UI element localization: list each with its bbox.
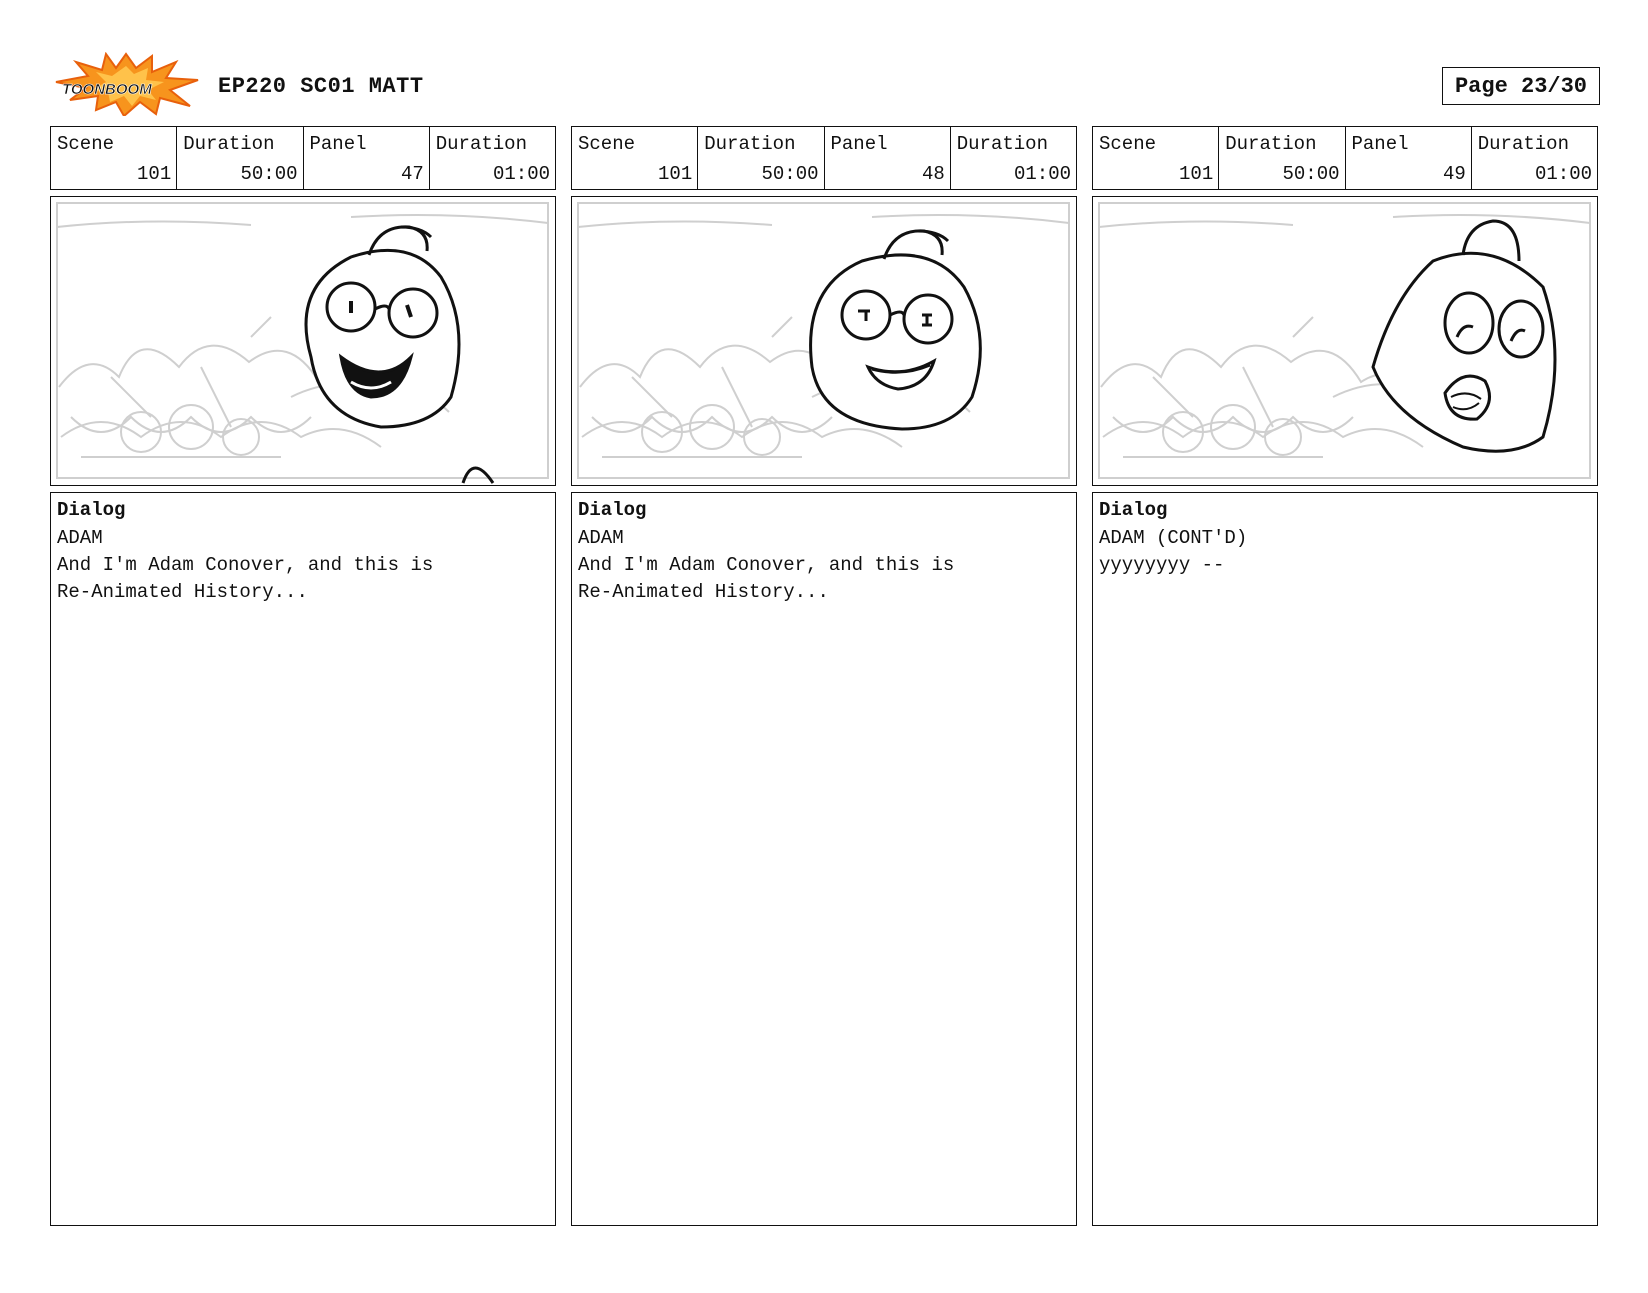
panel-cell bbox=[1346, 127, 1472, 189]
panel-number: 49 bbox=[1442, 163, 1466, 185]
panel-info-bar bbox=[571, 126, 1077, 190]
storyboard-panel bbox=[571, 126, 1077, 1226]
toonboom-logo bbox=[52, 52, 200, 116]
panel-duration-cell bbox=[1472, 127, 1597, 189]
panel-info-bar bbox=[1092, 126, 1598, 190]
duration-label: Duration bbox=[704, 133, 796, 155]
duration-label: Duration bbox=[1225, 133, 1317, 155]
storyboard-panel bbox=[50, 126, 556, 1226]
storyboard-panel bbox=[1092, 126, 1598, 1226]
page-indicator: Page 23/30 bbox=[1442, 67, 1600, 105]
dialog-speaker: ADAM (CONT'D) bbox=[1099, 527, 1248, 549]
document-title: EP220 SC01 MATT bbox=[218, 74, 424, 99]
panel-label: Panel bbox=[1351, 133, 1409, 155]
dialog-heading: Dialog bbox=[1099, 499, 1168, 521]
dialog-line: Re-Animated History... bbox=[57, 581, 308, 603]
dialog-line: yyyyyyyy -- bbox=[1099, 554, 1225, 576]
dialog-box bbox=[571, 492, 1077, 1226]
panel-drawing-frame bbox=[571, 196, 1077, 486]
panel-drawing-frame bbox=[1092, 196, 1598, 486]
panel-drawing-frame bbox=[50, 196, 556, 486]
scene-duration-cell bbox=[1219, 127, 1345, 189]
sketch-drawing bbox=[1093, 197, 1596, 484]
scene-duration-value: 50:00 bbox=[240, 163, 298, 185]
scene-duration-cell bbox=[698, 127, 824, 189]
panel-cell bbox=[304, 127, 430, 189]
panel-label: Panel bbox=[830, 133, 888, 155]
panel-number: 48 bbox=[921, 163, 945, 185]
dialog-line: And I'm Adam Conover, and this is bbox=[57, 554, 434, 576]
scene-number: 101 bbox=[1179, 163, 1214, 185]
dialog-heading: Dialog bbox=[578, 499, 647, 521]
scene-label: Scene bbox=[578, 133, 636, 155]
duration-label: Duration bbox=[1477, 133, 1569, 155]
scene-label: Scene bbox=[1099, 133, 1157, 155]
panel-duration-value: 01:00 bbox=[1013, 163, 1071, 185]
dialog-line: And I'm Adam Conover, and this is bbox=[578, 554, 955, 576]
scene-cell bbox=[51, 127, 177, 189]
panel-cell bbox=[825, 127, 951, 189]
scene-number: 101 bbox=[658, 163, 693, 185]
dialog-speaker: ADAM bbox=[57, 527, 103, 549]
duration-label: Duration bbox=[956, 133, 1048, 155]
sketch-drawing bbox=[51, 197, 554, 484]
duration-label: Duration bbox=[435, 133, 527, 155]
panel-duration-value: 01:00 bbox=[492, 163, 550, 185]
scene-duration-value: 50:00 bbox=[1282, 163, 1340, 185]
panel-label: Panel bbox=[309, 133, 367, 155]
sketch-drawing bbox=[572, 197, 1075, 484]
scene-label: Scene bbox=[57, 133, 115, 155]
dialog-box bbox=[50, 492, 556, 1226]
dialog-heading: Dialog bbox=[57, 499, 126, 521]
panel-number: 47 bbox=[400, 163, 424, 185]
scene-cell bbox=[1093, 127, 1219, 189]
panel-duration-cell bbox=[430, 127, 555, 189]
scene-cell bbox=[572, 127, 698, 189]
logo-text: TOONBOOM bbox=[62, 81, 152, 98]
duration-label: Duration bbox=[183, 133, 275, 155]
panel-duration-value: 01:00 bbox=[1534, 163, 1592, 185]
dialog-box bbox=[1092, 492, 1598, 1226]
panel-duration-cell bbox=[951, 127, 1076, 189]
scene-number: 101 bbox=[137, 163, 172, 185]
dialog-speaker: ADAM bbox=[578, 527, 624, 549]
scene-duration-value: 50:00 bbox=[761, 163, 819, 185]
dialog-line: Re-Animated History... bbox=[578, 581, 829, 603]
scene-duration-cell bbox=[177, 127, 303, 189]
panel-info-bar bbox=[50, 126, 556, 190]
